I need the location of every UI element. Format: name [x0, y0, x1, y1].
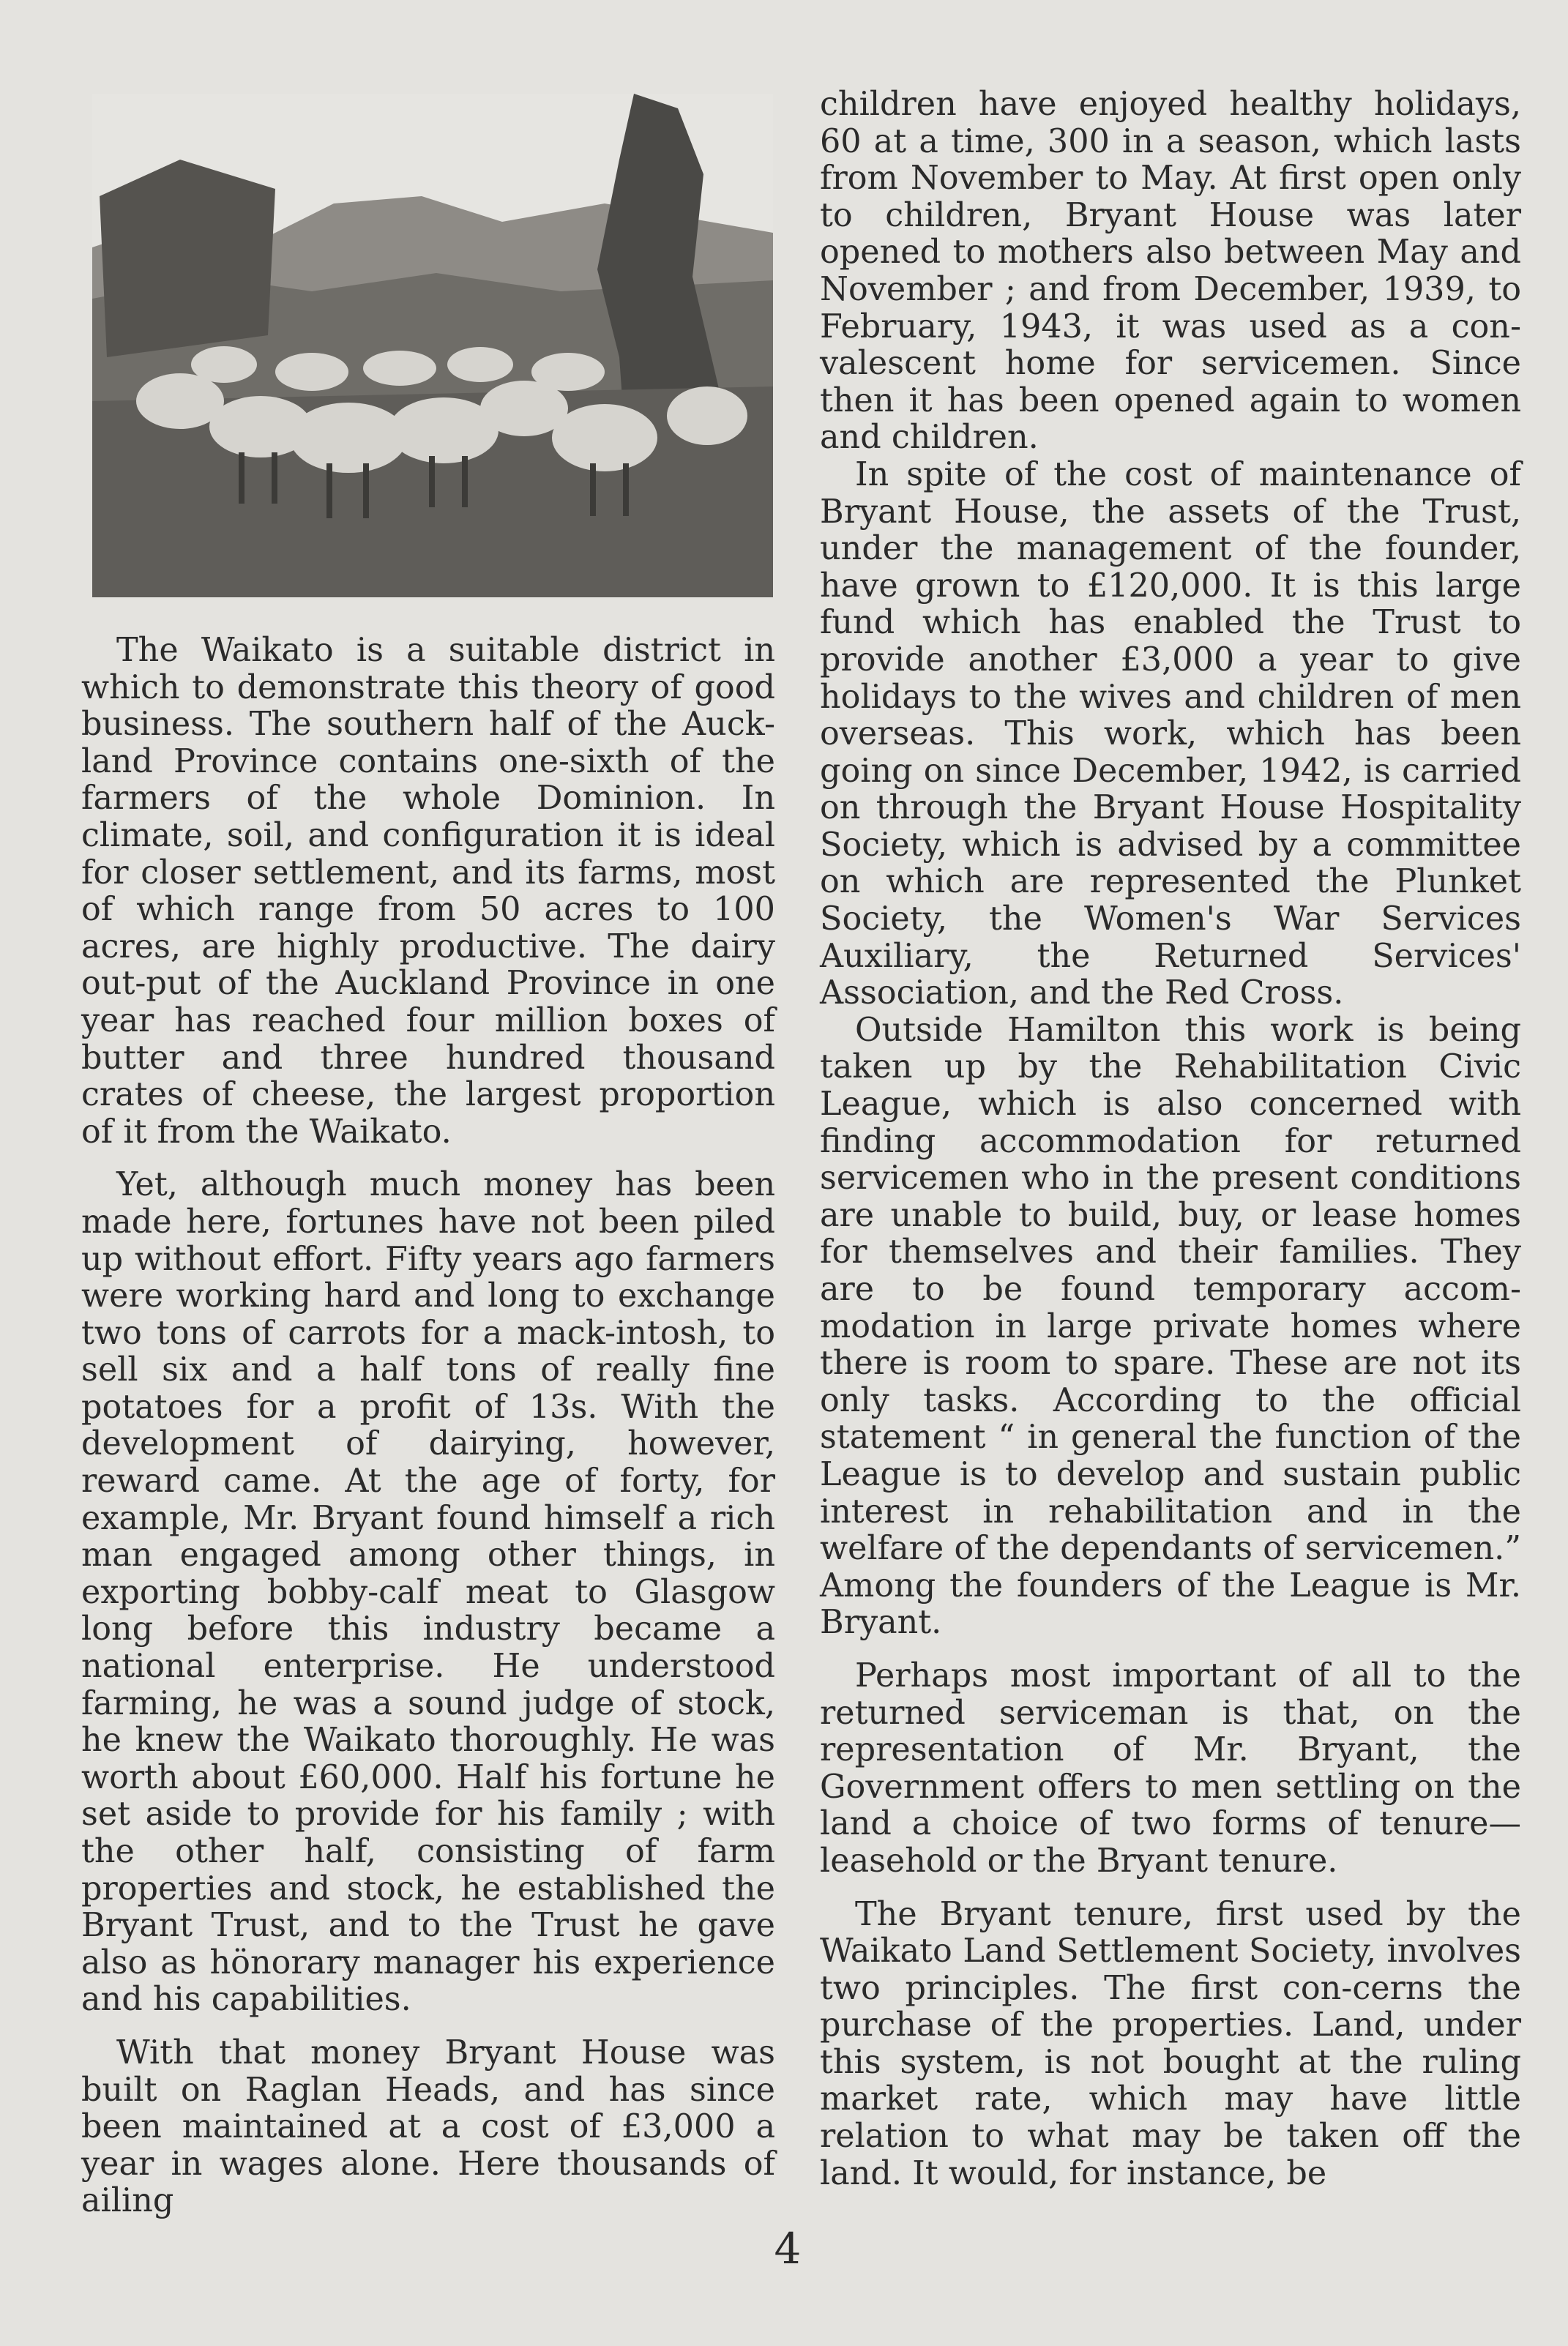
paragraph: The Waikato is a suitable district in which to demonstrate this theory of good business. The southern half of the Auck-land Province contains one-sixth of the farmers of the whole Dominion. In climate, soil, and configuration it is ideal for closer settlement, and its farms, most of which range from 50 acres to 100 acres, are highly productive. The dairy out-put of the Auckland Province in one year has reached four million boxes of butter and three hundred thousand crates of cheese, the largest proportion of it from the Waikato.	[81, 632, 775, 1151]
paragraph: Outside Hamilton this work is being taken up by the Rehabilitation Civic League, which is also concerned with finding accommodation for returned servicemen who in the present conditions are unable to build, buy, or lease homes for themselves and their families. They are to be found temporary accom-modation in large private homes where there is room to spare. These are not its only tasks. According to the official statement “ in general the function of the League is to develop and sustain public interest in rehabilitation and in the welfare of the dependants of servicemen.” Among the founders of the League is Mr. Bryant.	[820, 1011, 1521, 1642]
right-column	[820, 86, 1521, 2192]
paragraph: Yet, although much money has been made here, fortunes have not been piled up without effort. Fifty years ago farmers were working hard and long to exchange two tons of carrots for a mack-intosh, to sell six and a half tons of really fine potatoes for a profit of 13s. With the development of dairying, however, reward came. At the age of forty, for example, Mr. Bryant found himself a rich man engaged among other things, in exporting bobby-calf meat to Glasgow long before this industry became a national enterprise. He understood farming, he was a sound judge of stock, he knew the Waikato thoroughly. He was worth about £60,000. Half his fortune he set aside to provide for his family ; with the other half, consisting of farm properties and stock, he established the Bryant Trust, and to the Trust he gave also as hönorary manager his experience and his capabilities.	[81, 1166, 775, 2019]
left-column	[81, 632, 775, 2220]
paragraph: With that money Bryant House was built on Raglan Heads, and has since been maintained at a cost of £3,000 a year in wages alone. Here thousands of ailing	[81, 2033, 775, 2220]
sheep-flock-photo	[92, 94, 773, 597]
paragraph: In spite of the cost of maintenance of Bryant House, the assets of the Trust, under the management of the founder, have grown to £120,000. It is this large fund which has enabled the Trust to provide another £3,000 a year to give holidays to the wives and children of men overseas. This work, which has been going on since December, 1942, is carried on through the Bryant House Hospitality Society, which is advised by a committee on which are represented the Plunket Society, the Women's War Services Auxiliary, the Returned Services' Association, and the Red Cross.	[820, 455, 1521, 1012]
paragraph: Perhaps most important of all to the returned serviceman is that, on the representation of Mr. Bryant, the Government offers to men settling on the land a choice of two forms of tenure—leasehold or the Bryant tenure.	[820, 1656, 1521, 1880]
page-number: 4	[774, 2224, 802, 2274]
paragraph: The Bryant tenure, first used by the Waikato Land Settlement Society, involves two principles. The first con-cerns the purchase of the properties. Land, under this system, is not bought at the ruling market rate, which may have little relation to what may be taken off the land. It would, for instance, be	[820, 1895, 1521, 2192]
paragraph: children have enjoyed healthy holidays, 60 at a time, 300 in a season, which lasts from November to May. At first open only to children, Bryant House was later opened to mothers also between May and November ; and from December, 1939, to February, 1943, it was used as a con-valescent home for servicemen. Since then it has been opened again to women and children.	[820, 86, 1521, 457]
